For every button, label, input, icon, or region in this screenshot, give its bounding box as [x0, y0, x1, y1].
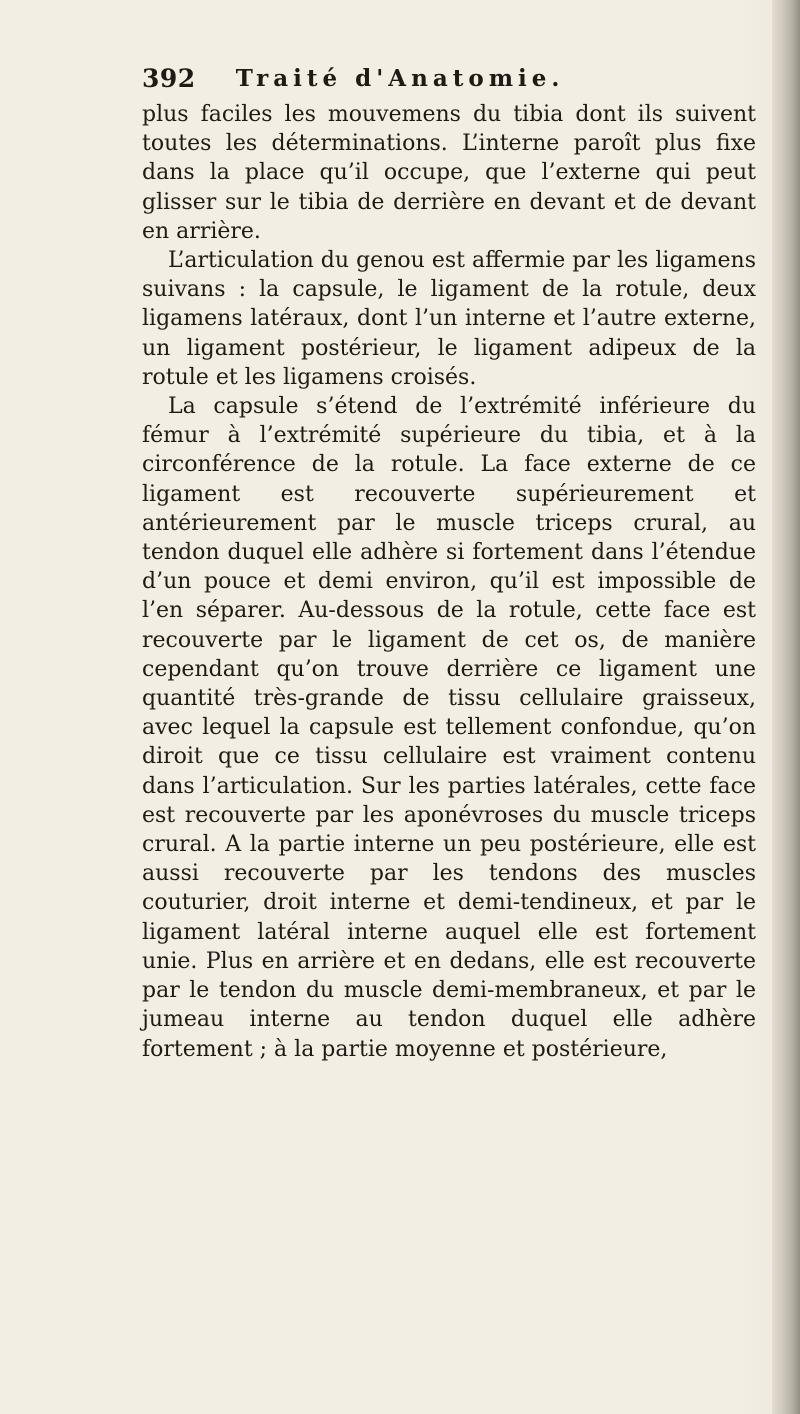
- paragraph-1: plus faciles les mouvemens du tibia dont ils suivent toutes les déterminations. L’interne paroît plus fixe dans la place qu’il occupe, que l’externe qui peut glisser sur le tibia de derrière en devant et de devant en arrière.: [142, 102, 756, 244]
- page-number: 392: [142, 63, 196, 93]
- paragraph-2: L’articulation du genou est affermie par les ligamens suivans : la capsule, le ligament de la rotule, deux ligamens latéraux, dont l’un interne et l’autre externe, un ligament postérieur, le ligament adipeux de la rotule et les ligamens croisés.: [142, 248, 756, 390]
- body-text: [142, 100, 756, 1064]
- paragraph-3: La capsule s’étend de l’extrémité inférieure du fémur à l’extrémité supérieure du tibia, et à la circonférence de la rotule. La face externe de ce ligament est recouverte supérieurement et antérieurement par le muscle triceps crural, au tendon duquel elle adhère si fortement dans l’étendue d’un pouce et demi environ, qu’il est impossible de l’en séparer. Au-dessous de la rotule, cette face est recouverte par le ligament de cet os, de manière cependant qu’on trouve derrière ce ligament une quantité très-grande de tissu cellulaire graisseux, avec lequel la capsule est tellement confondue, qu’on diroit que ce tissu cellulaire est vraiment contenu dans l’articulation. Sur les parties latérales, cette face est recouverte par les aponévroses du muscle triceps crural. A la partie interne un peu postérieure, elle est aussi recouverte par les tendons des muscles couturier, droit interne et demi-tendineux, et par le ligament latéral interne auquel elle est fortement unie. Plus en arrière et en dedans, elle est recouverte par le tendon du muscle demi-membraneux, et par le jumeau interne au tendon duquel elle adhère fortement ; à la partie moyenne et postérieure,: [142, 394, 756, 1062]
- running-title: Traité d'Anatomie.: [235, 64, 565, 92]
- page-edge-shadow: [772, 0, 800, 1414]
- page-header: [142, 56, 752, 100]
